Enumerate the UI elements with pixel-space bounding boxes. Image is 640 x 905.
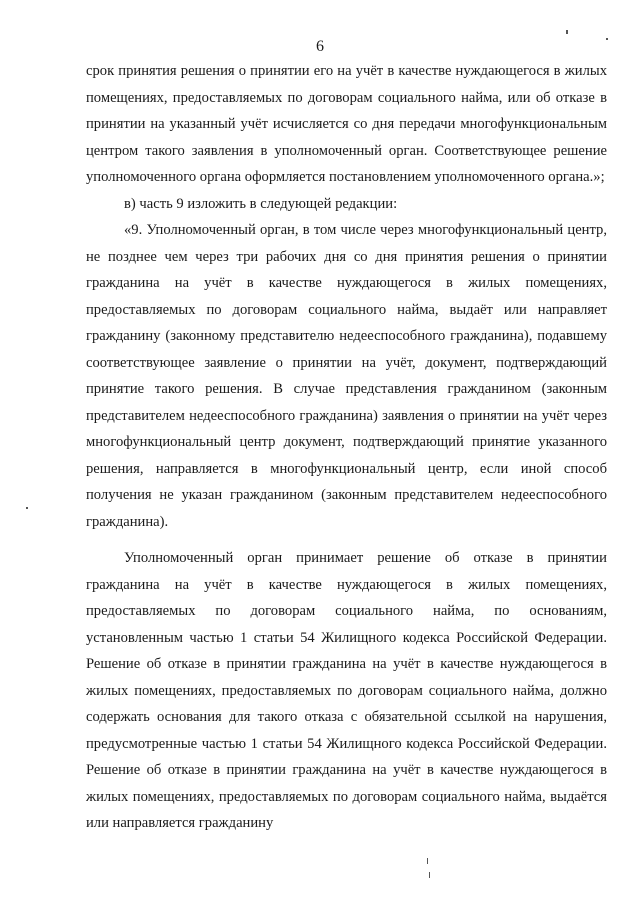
paragraph-refusal-decision: Уполномоченный орган принимает решение об отказе в принятии гражданина на учёт в качестве нуждающегося в жилых помещениях, предоставляемых по договорам социального найма, по основаниям, установленным частью 1 статьи 54 Жилищного кодекса Российской Федерации. Решение об отказе в принятии гражданина на учёт в качестве нуждающегося в жилых помещениях, предоставляемых по договорам социального найма, должно содержать основания для такого отказа с обязательной ссылкой на нарушения, предусмотренные частью 1 статьи 54 Жилищного кодекса Российской Федерации. Решение об отказе в принятии гражданина на учёт в качестве нуждающегося в жилых помещениях, предоставляемых по договорам социального найма, выдаётся или направляется гражданину bbox=[86, 550, 607, 831]
document-body bbox=[86, 58, 607, 837]
paragraph-part-9: «9. Уполномоченный орган, в том числе через многофункциональный центр, не позднее чем через три рабочих дня со дня принятия решения о принятии гражданина на учёт в качестве нуждающегося в жилых помещениях, предоставляемых по договорам социального найма, выдаёт или направляет гражданину (законному представителю недееспособного гражданина), подавшему соответствующее заявление о принятии на учёт, документ, подтверждающий принятие такого решения. В случае представления гражданином (законным представителем недееспособного гражданина) заявления о принятии на учёт через многофункциональный центр документ, подтверждающий принятие указанного решения, направляется в многофункциональный центр, если иной способ получения не указан гражданином (законным представителем недееспособного гражданина). bbox=[86, 222, 607, 530]
scan-speck bbox=[606, 38, 608, 40]
scan-speck bbox=[26, 507, 28, 509]
scan-speck bbox=[429, 872, 430, 878]
scan-speck bbox=[427, 858, 428, 864]
paragraph-continuation: срок принятия решения о принятии его на учёт в качестве нуждающегося в жилых помещениях, предоставляемых по договорам социального найма, или об отказе в принятии на указанный учёт исчисляется со дня передачи многофункциональным центром такого заявления в уполномоченный орган. Соответствующее решение уполномоченного органа оформляется постановлением уполномоченного органа.»; bbox=[86, 63, 607, 185]
page-number: 6 bbox=[316, 38, 324, 55]
paragraph-amendment-item: в) часть 9 изложить в следующей редакции: bbox=[124, 195, 398, 212]
scan-speck bbox=[566, 30, 568, 34]
